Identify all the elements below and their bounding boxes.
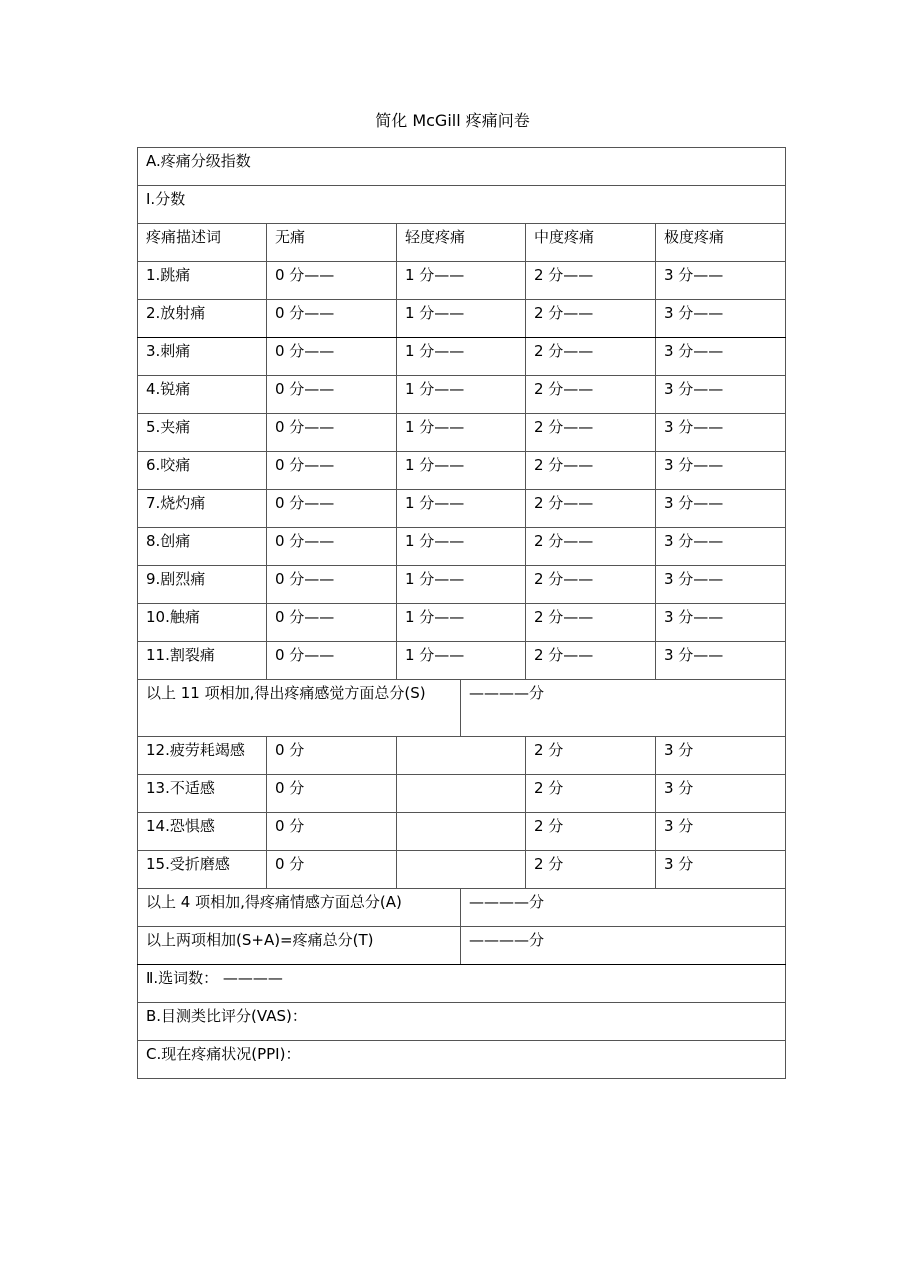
table-row	[138, 813, 786, 851]
score-cell-severe: 3 分——	[656, 262, 786, 300]
score-cell-severe: 3 分——	[656, 452, 786, 490]
section-b-vas-row	[138, 1003, 786, 1041]
descriptor-label: 8.创痛	[138, 528, 267, 566]
score-cell-severe: 3 分——	[656, 414, 786, 452]
header-cell-descriptor: 疼痛描述词	[138, 224, 267, 262]
header-cell-mild: 轻度疼痛	[397, 224, 526, 262]
page-title: 简化 McGill 疼痛问卷	[375, 111, 530, 130]
section-b-vas: B.目测类比评分(VAS)：	[138, 1003, 786, 1041]
table-row	[138, 490, 786, 528]
score-cell-mild: 1 分——	[397, 376, 526, 414]
grand-total-label: 以上两项相加(S+A)=疼痛总分(T)	[138, 927, 461, 965]
part1-label: I.分数	[138, 186, 786, 224]
descriptor-label: 5.夹痛	[138, 414, 267, 452]
score-cell-mild: 1 分——	[397, 338, 526, 376]
affective-total-label: 以上 4 项相加,得疼痛情感方面总分(A)	[138, 889, 461, 927]
section-c-ppi: C.现在疼痛状况(PPI)：	[138, 1041, 786, 1079]
score-cell-mild: 1 分——	[397, 566, 526, 604]
table-row	[138, 775, 786, 813]
score-cell-mild	[397, 813, 526, 851]
score-cell-moderate: 2 分——	[526, 604, 656, 642]
score-cell-none: 0 分	[267, 775, 397, 813]
score-cell-severe: 3 分——	[656, 604, 786, 642]
score-cell-none: 0 分	[267, 813, 397, 851]
score-cell-moderate: 2 分	[526, 775, 656, 813]
score-cell-severe: 3 分——	[656, 566, 786, 604]
table-row	[138, 851, 786, 889]
score-cell-none: 0 分——	[267, 262, 397, 300]
descriptor-label: 12.疲劳耗竭感	[138, 737, 267, 775]
score-cell-moderate: 2 分——	[526, 642, 656, 680]
score-cell-moderate: 2 分——	[526, 490, 656, 528]
score-cell-severe: 3 分——	[656, 300, 786, 338]
score-cell-severe: 3 分——	[656, 338, 786, 376]
score-cell-mild: 1 分——	[397, 604, 526, 642]
score-cell-mild: 1 分——	[397, 528, 526, 566]
table-row	[138, 300, 786, 338]
score-cell-moderate: 2 分——	[526, 376, 656, 414]
table-row	[138, 338, 786, 376]
score-cell-none: 0 分——	[267, 452, 397, 490]
descriptor-label: 7.烧灼痛	[138, 490, 267, 528]
table-row	[138, 528, 786, 566]
score-cell-moderate: 2 分——	[526, 566, 656, 604]
score-cell-moderate: 2 分——	[526, 300, 656, 338]
score-cell-none: 0 分——	[267, 300, 397, 338]
mcgill-questionnaire-table	[137, 147, 786, 1079]
table-row	[138, 737, 786, 775]
score-cell-none: 0 分	[267, 851, 397, 889]
score-cell-moderate: 2 分	[526, 737, 656, 775]
table-row	[138, 414, 786, 452]
part2-word-count-row	[138, 965, 786, 1003]
score-cell-moderate: 2 分	[526, 813, 656, 851]
sensory-total-label: 以上 11 项相加,得出疼痛感觉方面总分(S)	[138, 680, 461, 737]
table-row	[138, 376, 786, 414]
score-cell-severe: 3 分	[656, 813, 786, 851]
header-cell-severe: 极度疼痛	[656, 224, 786, 262]
section-a-heading: A.疼痛分级指数	[138, 148, 786, 186]
score-cell-moderate: 2 分——	[526, 452, 656, 490]
descriptor-label: 2.放射痛	[138, 300, 267, 338]
score-cell-none: 0 分——	[267, 528, 397, 566]
score-cell-moderate: 2 分——	[526, 338, 656, 376]
header-cell-none: 无痛	[267, 224, 397, 262]
score-cell-severe: 3 分	[656, 737, 786, 775]
score-cell-mild: 1 分——	[397, 262, 526, 300]
score-cell-mild	[397, 775, 526, 813]
table-row	[138, 262, 786, 300]
score-cell-severe: 3 分	[656, 851, 786, 889]
table-row	[138, 566, 786, 604]
descriptor-label: 3.刺痛	[138, 338, 267, 376]
affective-total	[138, 889, 786, 927]
grand-total-value: ————分	[461, 927, 786, 965]
part2-word-count: Ⅱ.选词数： ————	[138, 965, 786, 1003]
section-c-ppi-row	[138, 1041, 786, 1079]
score-cell-none: 0 分——	[267, 376, 397, 414]
score-cell-severe: 3 分——	[656, 642, 786, 680]
score-cell-none: 0 分——	[267, 490, 397, 528]
score-cell-none: 0 分——	[267, 642, 397, 680]
descriptor-label: 9.剧烈痛	[138, 566, 267, 604]
table-row	[138, 604, 786, 642]
descriptor-label: 13.不适感	[138, 775, 267, 813]
grand-total	[138, 927, 786, 965]
score-cell-mild	[397, 851, 526, 889]
table-row	[138, 452, 786, 490]
score-cell-severe: 3 分	[656, 775, 786, 813]
score-cell-mild: 1 分——	[397, 642, 526, 680]
score-cell-mild: 1 分——	[397, 300, 526, 338]
score-cell-none: 0 分——	[267, 414, 397, 452]
descriptor-label: 15.受折磨感	[138, 851, 267, 889]
score-cell-moderate: 2 分——	[526, 414, 656, 452]
table-row	[138, 642, 786, 680]
score-cell-none: 0 分——	[267, 566, 397, 604]
descriptor-label: 11.割裂痛	[138, 642, 267, 680]
header-row	[138, 224, 786, 262]
descriptor-label: 6.咬痛	[138, 452, 267, 490]
score-cell-none: 0 分	[267, 737, 397, 775]
score-cell-severe: 3 分——	[656, 376, 786, 414]
score-cell-severe: 3 分——	[656, 490, 786, 528]
score-cell-none: 0 分——	[267, 604, 397, 642]
score-cell-mild	[397, 737, 526, 775]
score-cell-mild: 1 分——	[397, 490, 526, 528]
descriptor-label: 4.锐痛	[138, 376, 267, 414]
descriptor-label: 14.恐惧感	[138, 813, 267, 851]
score-cell-moderate: 2 分——	[526, 528, 656, 566]
score-cell-moderate: 2 分——	[526, 262, 656, 300]
score-cell-mild: 1 分——	[397, 414, 526, 452]
affective-total-value: ————分	[461, 889, 786, 927]
header-cell-moderate: 中度疼痛	[526, 224, 656, 262]
score-cell-none: 0 分——	[267, 338, 397, 376]
score-cell-moderate: 2 分	[526, 851, 656, 889]
score-cell-mild: 1 分——	[397, 452, 526, 490]
descriptor-label: 10.触痛	[138, 604, 267, 642]
score-cell-severe: 3 分——	[656, 528, 786, 566]
sensory-total	[138, 680, 786, 737]
sensory-total-value: ————分	[461, 680, 786, 737]
descriptor-label: 1.跳痛	[138, 262, 267, 300]
